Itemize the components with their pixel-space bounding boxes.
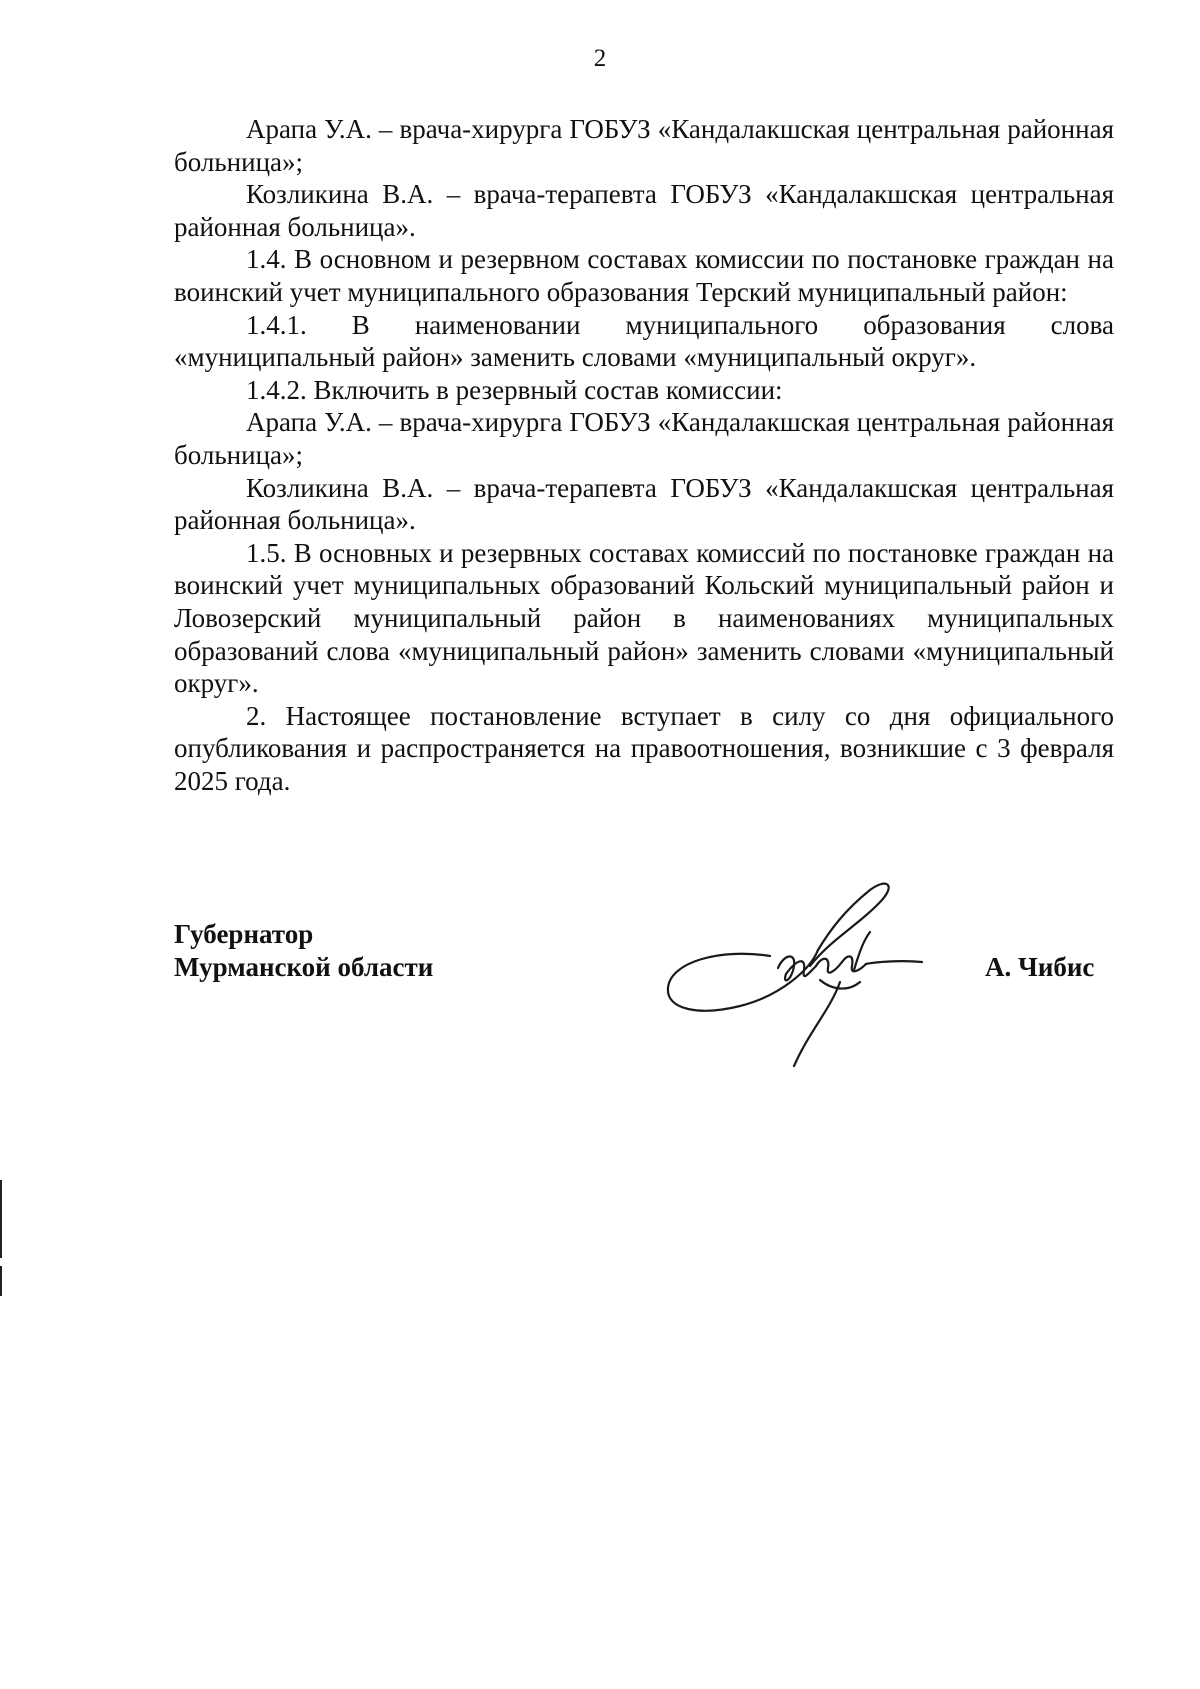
signatory-position [174,918,433,984]
page-number: 2 [593,45,607,72]
signatory-position-line1: Губернатор [174,919,314,949]
paragraph-item-1-4: 1.4. В основном и резервном составах комиссии по постановке граждан на воинский учет муниципального образования Терский муниципальный район: [174,244,1114,307]
paragraph-arapa-2: Арапа У.А. – врача-хирурга ГОБУЗ «Кандалакшская центральная районная больница»; [174,407,1114,470]
paragraph-item-1-4-2: 1.4.2. Включить в резервный состав комиссии: [246,374,783,405]
signatory-name: А. Чибис [985,952,1095,982]
paragraph-item-1-5: 1.5. В основных и резервных составах комиссий по постановке граждан на воинский учет муниципальных образований Кольский муниципальный район и Ловозерский муниципальный район в наименованиях муниципальных образований слова «муниципальный район» заменить словами «муниципальный округ». [174,537,1114,699]
paragraph-kozlikina-1: Козликина В.А. – врача-терапевта ГОБУЗ «Кандалакшская центральная районная больница». [174,179,1114,242]
signatory-position-line2: Мурманской области [174,952,434,982]
handwritten-signature [660,870,930,1070]
document-body [174,113,1114,797]
paragraph-arapa-1: Арапа У.А. – врача-хирурга ГОБУЗ «Кандалакшская центральная районная больница»; [174,114,1114,177]
scan-edge-mark [0,1266,2,1296]
paragraph-item-2: 2. Настоящее постановление вступает в силу со дня официального опубликования и распространяется на правоотношения, возникшие с 3 февраля 2025 года. [174,700,1114,796]
paragraph-kozlikina-2: Козликина В.А. – врача-терапевта ГОБУЗ «Кандалакшская центральная районная больница». [174,472,1114,536]
scan-edge-mark [0,1180,2,1258]
paragraph-item-1-4-1: 1.4.1. В наименовании муниципального образования слова «муниципальный район» заменить словами «муниципальный округ». [174,309,1114,373]
